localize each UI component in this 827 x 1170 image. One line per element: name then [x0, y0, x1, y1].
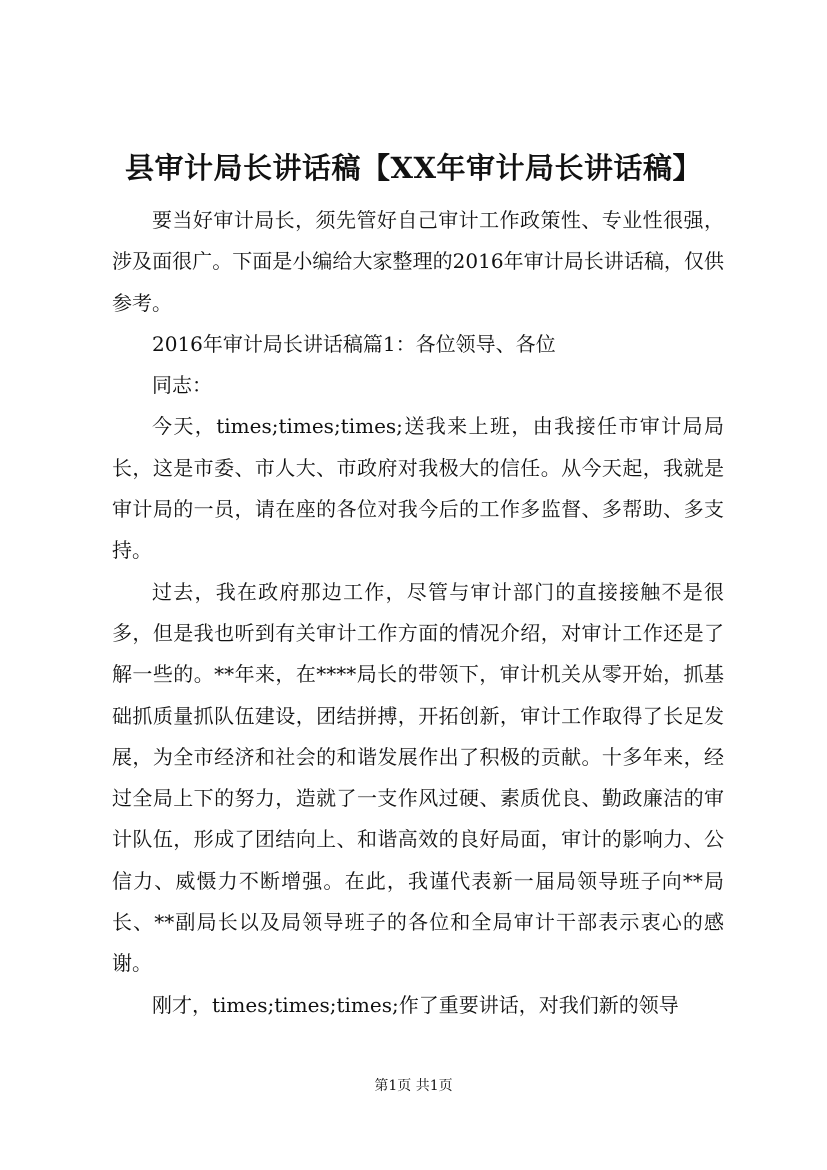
- page-title: 县审计局长讲话稿【XX年审计局长讲话稿】: [124, 151, 702, 185]
- paragraph-opening: 今天，times;times;times;送我来上班，由我接任市审计局局长，这是市委、市人大、市政府对我极大的信任。从今天起，我就是审计局的一员，请在座的各位对我今后的工作多监督、多帮助、多支持。: [112, 414, 724, 563]
- document-body: [112, 200, 724, 1026]
- paragraph-salutation: 同志：: [152, 373, 212, 398]
- paragraph-closing-fragment: 刚才，times;times;times;作了重要讲话，对我们新的领导: [152, 992, 679, 1017]
- paragraph-intro: 要当好审计局长，须先管好自己审计工作政策性、专业性很强，涉及面很广。下面是小编给大家整理的2016年审计局长讲话稿，仅供参考。: [112, 208, 724, 315]
- page-footer: 第1页 共1页: [374, 1078, 453, 1094]
- paragraph-speech-heading: 2016年审计局长讲话稿篇1：各位领导、各位: [152, 331, 556, 356]
- paragraph-past-work: 过去，我在政府那边工作，尽管与审计部门的直接接触不是很多，但是我也听到有关审计工作方面的情况介绍，对审计工作还是了解一些的。**年来，在****局长的带领下，审计机关从零开始，抓基础抓质量抓队伍建设，团结拼搏，开拓创新，审计工作取得了长足发展，为全市经济和社会的和谐发展作出了积极的贡献。十多年来，经过全局上下的努力，造就了一支作风过硬、素质优良、勤政廉洁的审计队伍，形成了团结向上、和谐高效的良好局面，审计的影响力、公信力、威慑力不断增强。在此，我谨代表新一届局领导班子向**局长、**副局长以及局领导班子的各位和全局审计干部表示衷心的感谢。: [112, 579, 724, 976]
